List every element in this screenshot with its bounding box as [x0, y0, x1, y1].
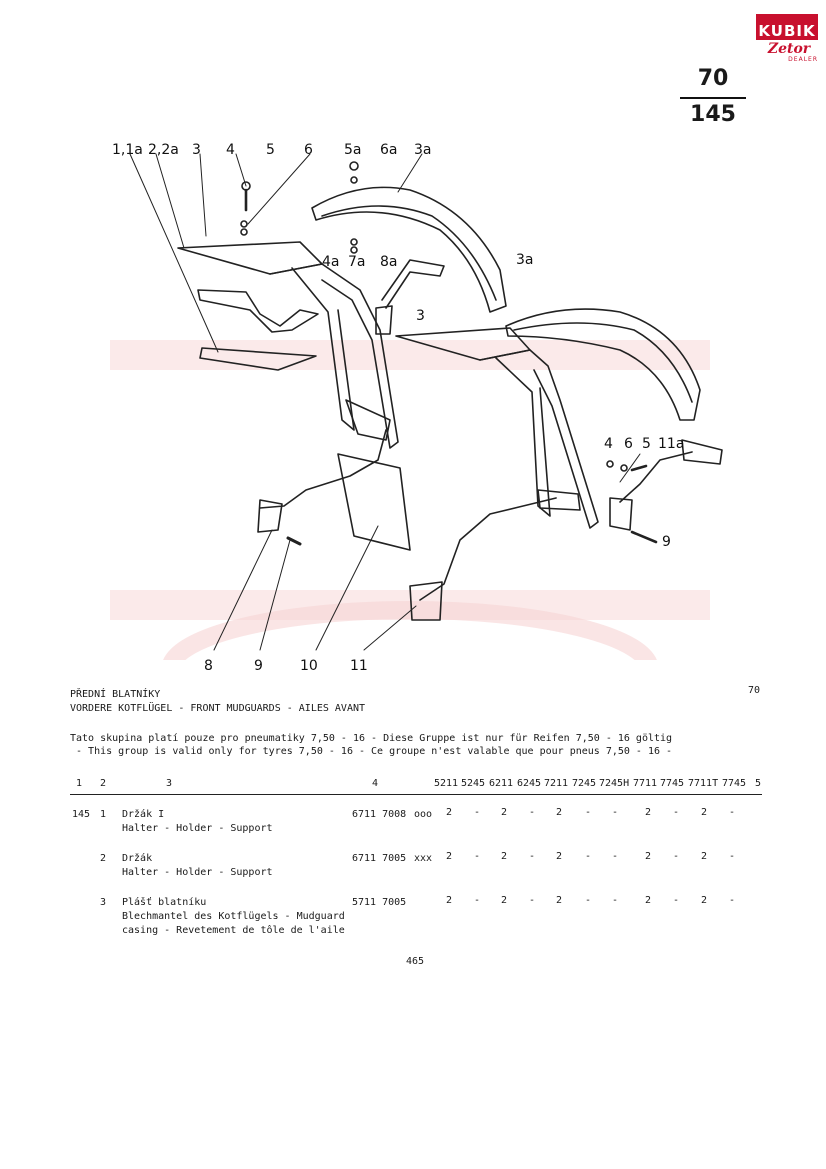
qty: 2: [645, 807, 652, 818]
row-desc: Držák: [122, 853, 153, 864]
col-header: 6211: [489, 778, 514, 789]
callout-2-2a: 2,2a: [148, 142, 179, 158]
callout-5: 5: [266, 142, 275, 158]
row-code: ooo: [414, 809, 433, 820]
qty: -: [529, 807, 536, 818]
qty: -: [612, 895, 619, 906]
qty: -: [529, 851, 536, 862]
qty: 2: [446, 895, 453, 906]
col-header: 5211: [434, 778, 459, 789]
row-desc: Halter - Holder - Support: [122, 823, 273, 834]
qty: 2: [501, 851, 508, 862]
callout-8: 8: [204, 658, 213, 674]
group-number: 70: [748, 685, 761, 696]
qty: -: [585, 851, 592, 862]
row-code: xxx: [414, 853, 433, 864]
header-rule: [70, 794, 762, 795]
fraction-line: [680, 97, 746, 99]
callout-10: 10: [300, 658, 318, 674]
row-desc: Plášť blatníku: [122, 897, 207, 908]
callout-3: 3: [192, 142, 201, 158]
callout-9-right: 9: [662, 534, 671, 550]
row-group: 145: [72, 809, 91, 820]
col-header: 1: [76, 778, 83, 789]
validity-note-2: - This group is valid only for tyres 7,50 - 16 - Ce groupe n'est valable que pour pneus 7,50 - 16 -: [70, 746, 673, 757]
row-position: 1: [100, 809, 107, 820]
row-position: 3: [100, 897, 107, 908]
col-header: 5: [755, 778, 762, 789]
callout-8a: 8a: [380, 254, 398, 270]
qty: 2: [701, 895, 708, 906]
callout-7a: 7a: [348, 254, 366, 270]
col-header: 7211: [544, 778, 569, 789]
callout-5a: 5a: [344, 142, 362, 158]
col-header: 2: [100, 778, 107, 789]
logo-sub: Zetor: [767, 41, 811, 57]
col-header: 4: [372, 778, 379, 789]
qty: -: [729, 851, 736, 862]
logo-bar: [756, 14, 818, 22]
col-header: 3: [166, 778, 173, 789]
footer-page-number: 465: [406, 956, 425, 967]
qty: 2: [645, 851, 652, 862]
row-position: 2: [100, 853, 107, 864]
callout-1-1a: 1,1a: [112, 142, 143, 158]
qty: 2: [501, 895, 508, 906]
callout-3-right: 3: [416, 308, 425, 324]
qty: -: [729, 807, 736, 818]
col-header: 7245H: [599, 778, 630, 789]
callout-5-right: 5: [642, 436, 651, 452]
qty: 2: [645, 895, 652, 906]
callout-11a: 11a: [658, 436, 685, 452]
qty: -: [585, 807, 592, 818]
qty: 2: [556, 851, 563, 862]
col-header: 6245: [517, 778, 542, 789]
qty: -: [612, 851, 619, 862]
callout-11: 11: [350, 658, 368, 674]
qty: 2: [501, 807, 508, 818]
qty: -: [673, 895, 680, 906]
row-desc: Držák I: [122, 809, 165, 820]
callout-3a-top: 3a: [414, 142, 432, 158]
qty: 2: [556, 807, 563, 818]
section-title-multi: VORDERE KOTFLÜGEL - FRONT MUDGUARDS - AILES AVANT: [70, 703, 366, 714]
validity-note-1: Tato skupina platí pouze pro pneumatiky 7,50 - 16 - Diese Gruppe ist nur für Reifen 7,50 - 16 göltig: [70, 733, 673, 744]
logo-brand: KUBIK: [756, 22, 818, 40]
col-header: 7711: [633, 778, 658, 789]
row-desc: Blechmantel des Kotflügels - Mudguard: [122, 911, 345, 922]
page-subgroup-number: 145: [690, 102, 736, 127]
col-header: 5245: [461, 778, 486, 789]
col-header: 7711T: [688, 778, 719, 789]
qty: -: [612, 807, 619, 818]
qty: -: [673, 807, 680, 818]
callout-6-right: 6: [624, 436, 633, 452]
section-title-cz: PŘEDNÍ BLATNÍKY: [70, 689, 161, 700]
mudguard-exploded-diagram: [60, 130, 780, 690]
qty: 2: [446, 851, 453, 862]
qty: -: [673, 851, 680, 862]
col-header: 7745: [722, 778, 747, 789]
callout-9: 9: [254, 658, 263, 674]
qty: 2: [446, 807, 453, 818]
page-group-number: 70: [697, 66, 729, 91]
row-part-number: 5711 7005: [352, 897, 407, 908]
row-desc: Halter - Holder - Support: [122, 867, 273, 878]
callout-4-right: 4: [604, 436, 613, 452]
kubik-zetor-logo: [756, 14, 818, 64]
callout-6: 6: [304, 142, 313, 158]
qty: -: [474, 807, 481, 818]
qty: 2: [701, 851, 708, 862]
row-desc: casing - Revetement de tôle de l'aile: [122, 925, 345, 936]
callout-4a: 4a: [322, 254, 340, 270]
row-part-number: 6711 7005: [352, 853, 407, 864]
callout-3a-right: 3a: [516, 252, 534, 268]
qty: -: [474, 895, 481, 906]
col-header: 7745: [660, 778, 685, 789]
qty: -: [529, 895, 536, 906]
qty: -: [729, 895, 736, 906]
row-part-number: 6711 7008: [352, 809, 407, 820]
logo-dealer: DEALER: [788, 56, 818, 63]
qty: -: [585, 895, 592, 906]
col-header: 7245: [572, 778, 597, 789]
qty: 2: [556, 895, 563, 906]
qty: 2: [701, 807, 708, 818]
callout-6a: 6a: [380, 142, 398, 158]
callout-4: 4: [226, 142, 235, 158]
qty: -: [474, 851, 481, 862]
